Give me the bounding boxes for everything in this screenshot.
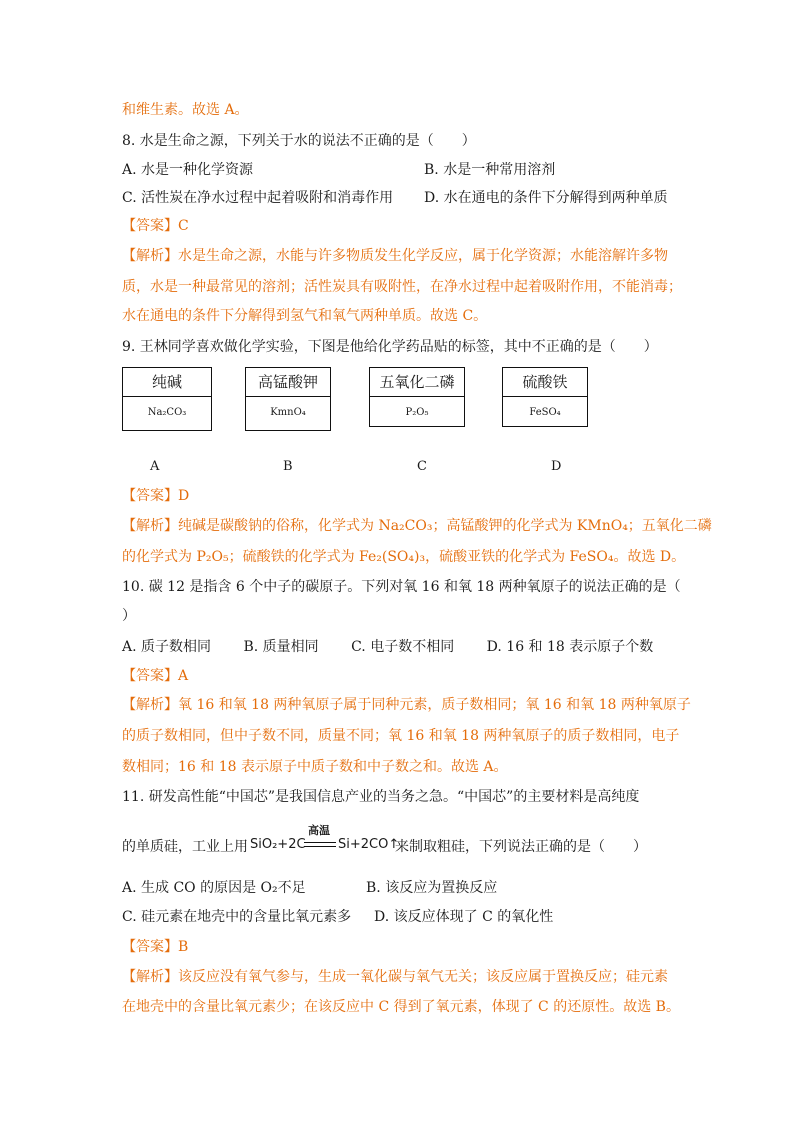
q8-option-d: D. 水在通电的条件下分解得到两种单质: [424, 190, 668, 206]
reaction-equation: [250, 824, 410, 862]
q11-option-b: B. 该反应为置换反应: [366, 880, 498, 896]
label-d-letter: D: [551, 459, 562, 474]
label-b-formula: KmnO₄: [270, 407, 306, 418]
q10-answer: 【答案】A: [122, 668, 189, 684]
question-10-line-1: 10. 碳 12 是指含 6 个中子的碳原子。下列对氧 16 和氧 18 两种氧原子的说法正确的是（: [122, 579, 681, 595]
label-c-formula: P₂O₅: [405, 407, 429, 418]
q11-option-c: C. 硅元素在地壳中的含量比氧元素多: [122, 909, 352, 925]
reaction-products: Si+2CO↑: [338, 837, 400, 852]
prev-explanation-end: 和维生素。故选 A。: [122, 102, 249, 118]
label-d-formula: FeSO₄: [529, 407, 561, 418]
q11-explanation-2: 在地壳中的含量比氧元素少；在该反应中 C 得到了氧元素，体现了 C 的还原性。故选 B。: [122, 999, 680, 1015]
q8-answer: 【答案】C: [122, 218, 189, 234]
question-10-line-2: ）: [122, 608, 136, 624]
question-11-line-2-start: 的单质硅，工业上用: [122, 839, 248, 855]
q8-option-b: B. 水是一种常用溶剂: [424, 162, 556, 178]
q11-option-d: D. 该反应体现了 C 的氧化性: [374, 909, 554, 925]
q8-option-a: A. 水是一种化学资源: [122, 162, 254, 178]
q11-option-a: A. 生成 CO 的原因是 O₂不足: [122, 880, 306, 896]
question-9: 9. 王林同学喜欢做化学实验，下图是他给化学药品贴的标签，其中不正确的是（ ）: [122, 339, 658, 355]
q10-explanation-2: 的质子数相同，但中子数不同，质量不同；氧 16 和氧 18 两种氧原子的质子数相同，电子: [122, 728, 680, 744]
q10-explanation-3: 数相同；16 和 18 表示原子中质子数和中子数之和。故选 A。: [122, 759, 508, 775]
q10-options: A. 质子数相同 B. 质量相同 C. 电子数不相同 D. 16 和 18 表示原子个数: [122, 639, 654, 655]
label-b-name: 高锰酸钾: [246, 368, 330, 397]
q9-explanation-2: 的化学式为 P₂O₅；硫酸铁的化学式为 Fe₂(SO₄)₃，硫酸亚铁的化学式为 FeSO₄。故选 D。: [122, 549, 686, 565]
reaction-reactants: SiO₂+2C: [250, 837, 306, 852]
q8-explanation-2: 质，水是一种最常见的溶剂；活性炭具有吸附性，在净水过程中起着吸附作用，不能消毒；: [122, 279, 682, 295]
q10-explanation-1: 【解析】氧 16 和氧 18 两种氧原子属于同种元素，质子数相同；氧 16 和氧 18 两种氧原子: [122, 697, 691, 713]
reaction-condition: 高温: [308, 824, 330, 837]
q11-answer: 【答案】B: [122, 939, 189, 955]
label-c-letter: C: [417, 459, 427, 474]
question-11-line-1: 11. 研发高性能“中国芯”是我国信息产业的当务之急。“中国芯”的主要材料是高纯度: [122, 789, 640, 805]
question-8: 8. 水是生命之源，下列关于水的说法不正确的是（ ）: [122, 133, 476, 149]
label-c: [369, 367, 465, 427]
q9-explanation-1: 【解析】纯碱是碳酸钠的俗称，化学式为 Na₂CO₃；高锰酸钾的化学式为 KMnO₄；五氧化二磷: [122, 518, 712, 534]
q8-explanation-3: 水在通电的条件下分解得到氢气和氧气两种单质。故选 C。: [122, 308, 488, 324]
label-c-name: 五氧化二磷: [370, 368, 464, 397]
label-a-formula: Na₂CO₃: [147, 407, 187, 418]
label-a-name: 纯碱: [123, 368, 211, 397]
q8-explanation-1: 【解析】水是生命之源，水能与许多物质发生化学反应，属于化学资源；水能溶解许多物: [122, 248, 668, 264]
label-d-name: 硫酸铁: [503, 368, 587, 397]
reaction-arrow: [304, 842, 336, 847]
label-d: [502, 367, 588, 427]
question-11-line-2-end: 来制取粗硅，下列说法正确的是（ ）: [395, 839, 647, 855]
label-a-letter: A: [150, 459, 160, 474]
q8-option-c: C. 活性炭在净水过程中起着吸附和消毒作用: [122, 190, 394, 206]
label-b-letter: B: [283, 459, 293, 474]
label-a: [122, 367, 212, 431]
label-b: [245, 367, 331, 431]
q11-explanation-1: 【解析】该反应没有氧气参与，生成一氧化碳与氧气无关；该反应属于置换反应；硅元素: [122, 969, 668, 985]
q9-answer: 【答案】D: [122, 488, 190, 504]
